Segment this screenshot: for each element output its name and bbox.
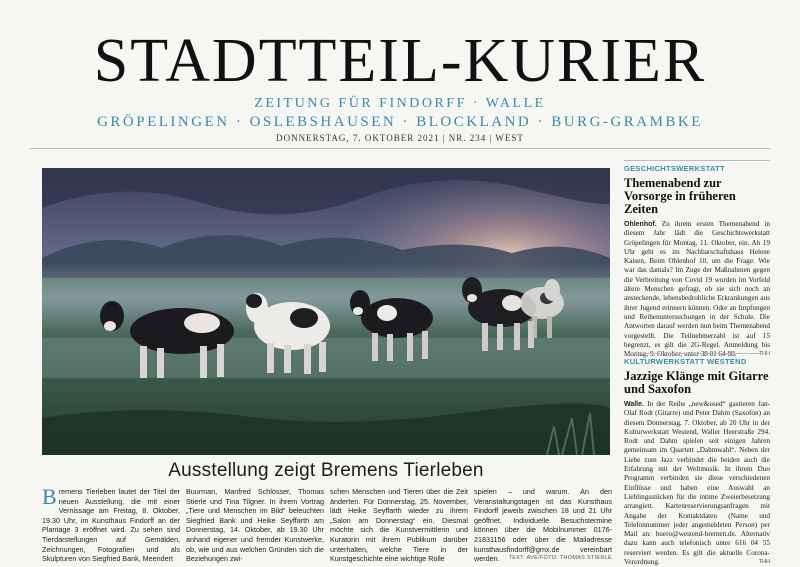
sidebar-title: Jazzige Klänge mit Gitarre und Saxofon	[624, 369, 769, 396]
sidebar-body: Ohlenhof. Zu ihrem ersten Themenabend in diesem Jahr lädt die Geschichtswerkstatt Gröpelingen für Montag, 11. Oktober, ein. Ab 19 Uhr geht es im Nachbarschaftshaus Helene Kaisen, Beim Ohlenhof 10, um die Frage: Wie war das damals? Im Zuge der Maßnahmen gegen die Verbreitung von Covid 19 wurden im Vorfeld ältere Menschen gefragt, ob sie sich noch an ansteckende, lebensbedrohliche Erkrankungen aus ihrer Jugend erinnern können. Oder an Impfungen und Reihenuntersuchungen in der Schule. Die Antworten darauf werden nun beim Themenabend vorgestellt. Die Teilnehmerzahl ist auf 15 begrenzt, es gilt die 2G-Regel. Anmeldung bis Montag, 9. Oktober, unter 38 01 64 88. THH	[624, 220, 770, 359]
sidebar-article-1	[624, 160, 770, 359]
dateline: DONNERSTAG, 7. OKTOBER 2021 | NR. 234 | WEST	[276, 133, 524, 143]
author-signature: THH	[758, 351, 770, 358]
author-signature: THH	[758, 559, 770, 566]
newspaper-title: STADTTEIL-KURIER	[93, 27, 707, 95]
article-column-4: spielen – und warum. An den Veranstaltungstagen ist das Kunsthaus Findorff jeweils zwischen 18 und 21 Uhr geöffnet. Individuelle Besuchstermine können über die Mobilnummer 0176-21831156 oder über die Mailadresse kunsthausfindorff@gmx.de vereinbart werden. TEXT: AVE/FOTO: THOMAS STIERLE	[474, 487, 612, 564]
article-column-3: schen Menschen und Tieren über die Zeit änderten. Für Donnerstag, 25. November, lädt Heike Seyffarth wieder zu ihrem „Salon am Donnerstag“ ein. Diesmal möchte sich die Kunstvermittlerin und Kuratorin mit ihrem Publikum darüber unterhalten, welche Tiere in der Kunstgeschichte eine wichtige Rolle	[330, 487, 468, 564]
cows-photo	[42, 168, 610, 455]
article-column-2: Buurman, Manfred Schlösser, Thomas Stierle und Tina Tilgner. In ihrem Vortrag „Tiere und Menschen im Bild“ beleuchten Siegfried Bank und Heike Seyffarth am Donnerstag, 14. Oktober, ab 19.30 Uhr anhand eigener und fremder Kunstwerke, ob, wie und aus welchen Gründen sich die Beziehungen zwi-	[186, 487, 324, 564]
sidebar-category: KULTURWERKSTATT WESTEND	[624, 353, 770, 366]
article-body	[42, 484, 612, 564]
drop-cap: B	[42, 484, 57, 509]
article-column-1: Bremens Tierleben lautet der Titel der neuen Ausstellung, die mit einer Vernissage am Freitag, 8. Oktober, 19.30 Uhr, im Kunsthaus Findorff an der Plantage 3 eröffnet wird. Zu sehen sind Tierdarstellungen auf Gemälden, Zeichnungen, Fotografien und als Skulpturen von Siegfried Bank, Meendert	[42, 484, 180, 564]
article-headline: Ausstellung zeigt Bremens Tierleben	[168, 460, 484, 481]
sidebar-article-2	[624, 353, 770, 567]
masthead-divider	[30, 148, 770, 149]
subtitle-districts-2: GRÖPELINGEN · OSLEBSHAUSEN · BLOCKLAND · BURG-GRAMBKE	[97, 114, 703, 130]
subtitle-districts-1: ZEITUNG FÜR FINDORFF · WALLE	[254, 96, 546, 111]
sidebar-title: Themenabend zur Vorsorge in früheren Zeiten	[624, 176, 736, 216]
sidebar-category: GESCHICHTSWERKSTATT	[624, 160, 770, 173]
sidebar-body: Walle. In der Reihe „new&used“ gastieren Jan-Olaf Rodt (Gitarre) und Peter Dahm (Saxofon) an diesem Donnerstag, 7. Oktober, ab 20 Uhr in der Kulturwerkstatt Westend, Waller Heerstraße 294. Rodt und Dahm spielen seit einigen Jahren gemeinsam im Quartett „Dahmwahl“. Neben der Liebe zum Jazz verbindet die beiden auch die Erfahrung mit der Weltmusik. In ihrem Duo Programm verbinden sie diese verschiedenen Einflüsse und haben eine Auswahl an Lieblingsstücken für die intime Zweierbesetzung arrangiert. Kartenreservierungsanfragen mit Angabe der Kontaktdaten (Name und Telefonnummer jeder angemeldeten Person) per Mail an: buero@westend-bremen.de. Alternativ dazu kann auch telefonisch unter 616 04 55 reserviert werden. Es gilt die aktuelle Corona-Verordnung. THH	[624, 400, 771, 567]
photo-credit: TEXT: AVE/FOTO: THOMAS STIERLE	[508, 555, 612, 562]
